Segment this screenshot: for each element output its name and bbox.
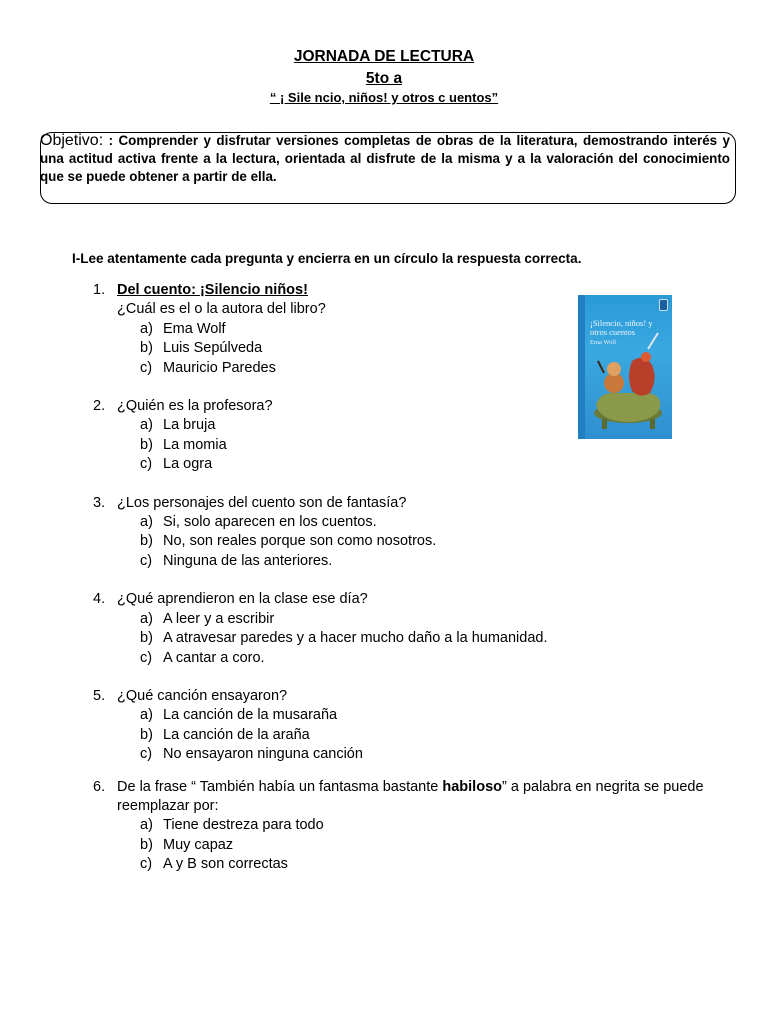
answer-option-b[interactable] [117, 436, 768, 455]
answer-option-a[interactable] [117, 610, 768, 629]
option-text: Mauricio Paredes [163, 359, 276, 376]
question-3 [93, 494, 768, 572]
answer-option-a[interactable] [117, 816, 768, 835]
option-text: La bruja [163, 417, 216, 434]
option-letter: b) [140, 630, 153, 647]
option-text: La canción de la araña [163, 726, 310, 743]
option-text: La momia [163, 436, 227, 453]
cover-author: Ema Wolf [590, 339, 617, 346]
answer-option-c[interactable] [117, 552, 768, 571]
option-letter: c) [140, 746, 153, 763]
option-letter: a) [140, 610, 153, 627]
answer-option-a[interactable] [117, 416, 768, 435]
answer-option-c[interactable] [117, 649, 768, 668]
option-letter: c) [140, 359, 153, 376]
answer-option-b[interactable] [117, 726, 768, 745]
option-letter: a) [140, 817, 153, 834]
answer-option-b[interactable] [117, 532, 768, 551]
question-number: 1. [93, 282, 106, 298]
question-number: 2. [93, 398, 106, 415]
option-text: A cantar a coro. [163, 649, 265, 666]
option-letter: c) [140, 649, 153, 666]
document-header [0, 46, 768, 105]
option-letter: a) [140, 707, 153, 724]
option-letter: a) [140, 514, 153, 531]
option-letter: b) [140, 340, 153, 357]
option-letter: b) [140, 436, 153, 453]
option-letter: b) [140, 533, 153, 550]
answer-option-a[interactable] [117, 706, 768, 725]
option-text: No, son reales porque son como nosotros. [163, 533, 437, 550]
option-text: A y B son correctas [163, 856, 288, 873]
option-text: A atravesar paredes y a hacer mucho daño a la humanidad. [163, 630, 548, 647]
option-text: Luis Sepúlveda [163, 340, 263, 357]
option-letter: b) [140, 726, 153, 743]
option-letter: c) [140, 856, 153, 873]
option-text: La ogra [163, 456, 213, 473]
question-text: ¿Qué aprendieron en la clase ese día? [117, 591, 368, 608]
option-letter: a) [140, 417, 153, 434]
option-text: Muy capaz [163, 836, 234, 853]
answer-option-b[interactable] [117, 836, 768, 855]
question-2 [93, 397, 768, 475]
question-text-after: ” a palabra en negrita se puede reemplazar por: [117, 778, 704, 814]
question-text [117, 778, 707, 817]
question-text-before: De la frase “ También había un fantasma bastante [117, 778, 443, 795]
option-text: Ninguna de las anteriores. [163, 552, 333, 569]
question-5 [93, 687, 768, 765]
cover-title: ¡Silencio, niños! y otros cuentos [590, 318, 653, 337]
answer-option-a[interactable] [117, 320, 768, 339]
answer-option-c[interactable] [117, 745, 768, 764]
question-number: 3. [93, 494, 106, 511]
document-title: JORNADA DE LECTURA [293, 48, 475, 65]
question-number: 6. [93, 778, 106, 795]
question-1 [93, 281, 768, 378]
option-text: La canción de la musaraña [163, 707, 338, 724]
answer-option-c[interactable] [117, 855, 768, 874]
option-letter: c) [140, 456, 153, 473]
question-list [0, 281, 768, 875]
question-bold-word: habiloso [442, 778, 502, 795]
answer-option-b[interactable] [117, 629, 768, 648]
question-text: ¿Cuál es el o la autora del libro? [117, 301, 326, 318]
option-letter: c) [140, 552, 153, 569]
objective-label: Objetivo: [40, 132, 104, 149]
option-letter: b) [140, 836, 153, 853]
option-text: No ensayaron ninguna canción [163, 746, 363, 763]
answer-option-c[interactable] [117, 359, 768, 378]
answer-option-b[interactable] [117, 339, 768, 358]
answer-option-a[interactable] [117, 513, 768, 532]
option-text: Si, solo aparecen en los cuentos. [163, 514, 377, 531]
option-text: Tiene destreza para todo [163, 817, 324, 834]
question-section-title: Del cuento: ¡Silencio niños! [117, 282, 308, 298]
objective-text: : Comprender y disfrutar versiones completas de obras de la literatura, demostrando interés y una actitud activa frente a la lectura, orientada al disfrute de la misma y a la valoración del conocimiento que se puede obtener a partir de ella. [40, 133, 730, 184]
question-text: ¿Quién es la profesora? [117, 398, 273, 415]
objective-paragraph [40, 132, 730, 186]
instruction-text: I-Lee atentamente cada pregunta y encierra en un círculo la respuesta correcta. [72, 251, 582, 266]
course-label: 5to a [365, 70, 403, 87]
question-text: ¿Los personajes del cuento son de fantasía? [117, 494, 407, 511]
question-6 [93, 778, 768, 875]
option-text: A leer y a escribir [163, 610, 275, 627]
question-4 [93, 590, 768, 668]
question-number: 5. [93, 687, 106, 704]
answer-option-c[interactable] [117, 455, 768, 474]
question-number: 4. [93, 591, 106, 608]
option-letter: a) [140, 320, 153, 337]
question-text: ¿Qué canción ensayaron? [117, 687, 288, 704]
option-text: Ema Wolf [163, 320, 226, 337]
book-subtitle: “ ¡ Sile ncio, niños! y otros c uentos” [269, 90, 499, 105]
